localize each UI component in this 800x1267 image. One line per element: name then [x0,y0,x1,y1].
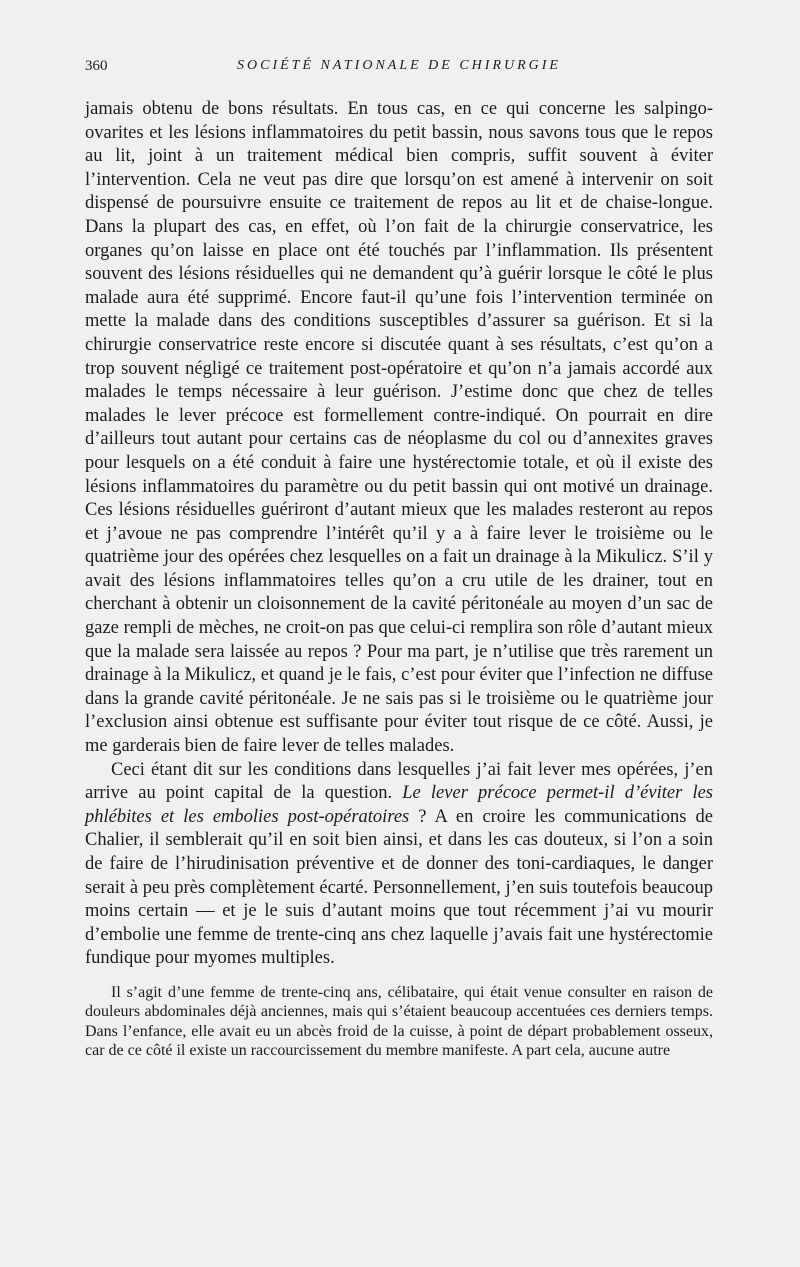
paragraph-question-end: ? A en croire les communications de Chalier, il semblerait qu’il en soit bien ainsi, et dans les cas douteux, si l’on a soin de faire de l’hirudinisation préventive et de donner des toni-cardiaques, le danger serait à peu près complètement écarté. Personnellement, j’en suis toutefois beaucoup moins certain — et je le suis d’autant moins que tout récemment j’ai vu mourir d’embolie une femme de trente-cinq ans chez laquelle j’avais fait une hystérectomie fundique pour myomes multiples. [85,806,714,969]
paragraph-question-start: Ceci étant dit sur les conditions dans lesquelles j’ai fait lever mes opérées, j’en arrive au point capital de la question. [85,759,713,804]
case-report-paragraph: Il s’agit d’une femme de trente-cinq ans, célibataire, qui était venue consulter en raison de douleurs abdominales déjà anciennes, mais qui s’étaient beaucoup accentuées ces derniers temps. Dans l’enfance, elle avait eu un abcès froid de la cuisse, à point de départ probablement osseux, car de ce côté il existe un raccourcissement du membre manifeste. A part cela, aucune autre [85,983,713,1060]
journal-title: SOCIÉTÉ NATIONALE DE CHIRURGIE [237,58,561,73]
page-number: 360 [85,58,108,74]
document-page [85,58,713,1061]
running-header [85,58,713,84]
italic-question: Le lever précoce permet-il d’éviter les phlébites et les embolies post-opératoires [85,783,713,827]
paragraph-question [85,759,713,971]
case-report [85,983,713,1061]
paragraph-continuation: jamais obtenu de bons résultats. En tous cas, en ce qui concerne les salpingo-ovarites et les lésions inflammatoires du petit bassin, nous savons tous que le repos au lit, joint à un traitement médical bien compris, suffit souvent à éviter l’intervention. Cela ne veut pas dire que lorsqu’on est amené à intervenir on soit dispensé de poursuivre ensuite ce traitement de repos au lit et de chaise-longue. Dans la plupart des cas, en effet, où l’on fait de la chirurgie conservatrice, les organes qu’on laisse en place ont été touchés par l’inflammation. Ils présentent souvent des lésions résiduelles qui ne demandent qu’à guérir lorsque le côté le plus malade aura été supprimé. Encore faut-il qu’une fois l’intervention terminée on mette la malade dans des conditions susceptibles d’assurer sa guérison. Et si la chirurgie conservatrice reste encore si discutée quant à ses résultats, c’est qu’on a trop souvent négligé ce traitement post-opératoire et qu’on n’a jamais accordé aux malades le temps nécessaire à leur guérison. J’estime donc que chez de telles malades le lever précoce est formellement contre-indiqué. On pourrait en dire d’ailleurs tout autant pour certains cas de néoplasme du col ou d’annexites graves pour lesquels on a été conduit à faire une hystérectomie totale, et où il existe des lésions inflammatoires du paramètre ou du petit bassin qui ont motivé un drainage. Ces lésions résiduelles guériront d’autant mieux que les malades resteront au repos et j’avoue ne pas comprendre l’intérêt qu’il y a à faire lever le troisième ou le quatrième jour des opérées chez lesquelles on a fait un drainage à la Mikulicz. S’il y avait des lésions inflammatoires telles qu’on a cru utile de les drainer, tout en cherchant à obtenir un cloisonnement de la cavité péritonéale au moyen d’un sac de gaze rempli de mèches, ne croit-on pas que celui-ci remplira son rôle d’autant mieux que la malade sera laissée au repos ? Pour ma part, je n’utilise que très rarement un drainage à la Mikulicz, et quand je le fais, c’est pour éviter que l’infection ne diffuse dans la grande cavité péritonéale. Je ne sais pas si le troisième ou le quatrième jour l’exclusion ainsi obtenue est suffisante pour éviter tout risque de ce côté. Aussi, je me garderais bien de faire lever de telles malades. [85,99,713,757]
main-text [85,98,713,971]
